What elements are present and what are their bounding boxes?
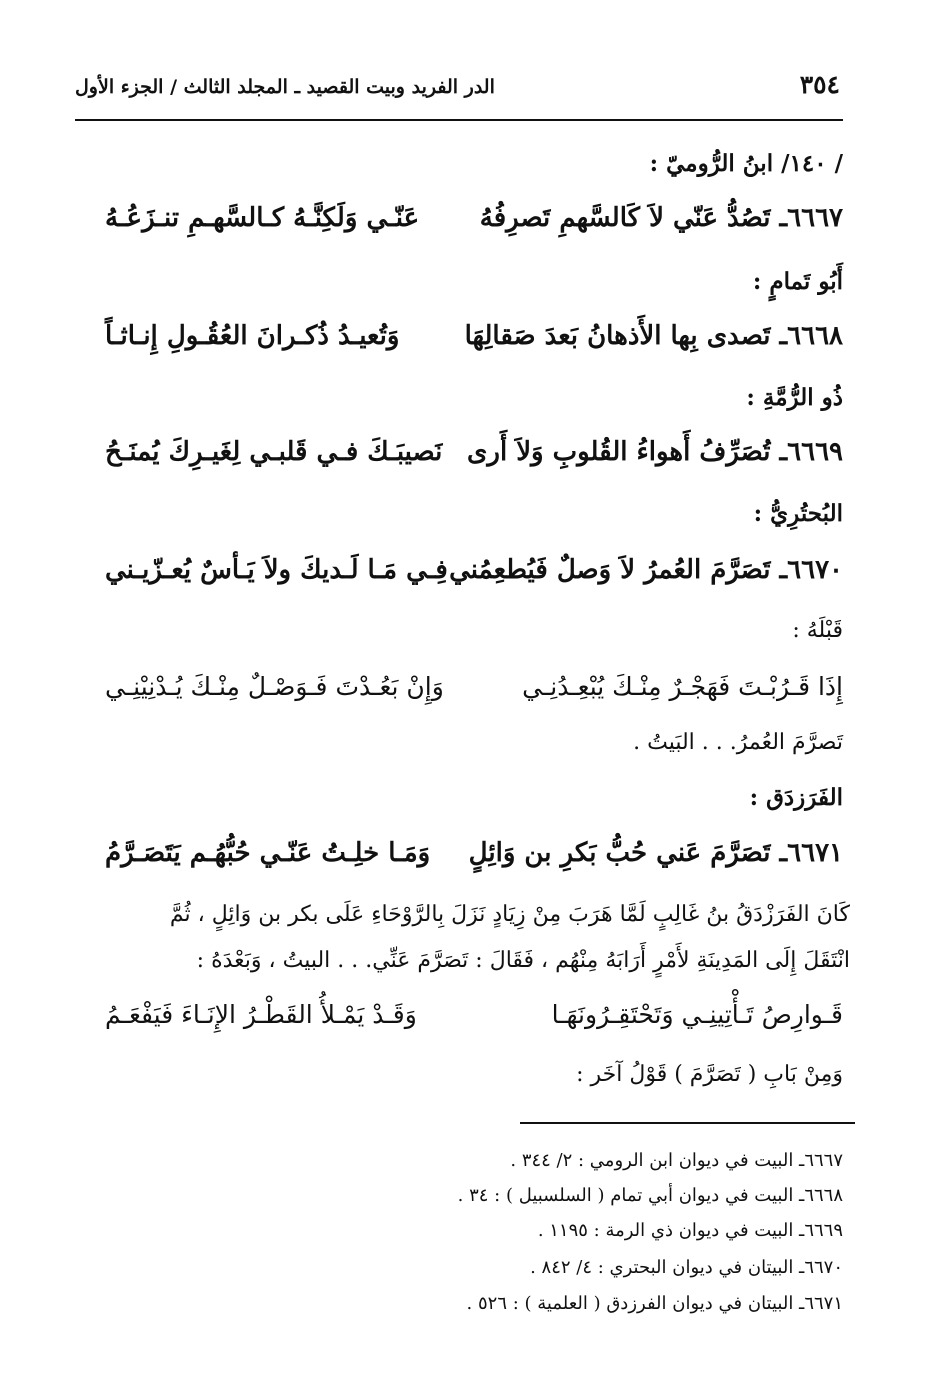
poet-name: البُحتُرِيُّ : xyxy=(753,500,843,527)
footnote: ٦٦٧١ـ البيتان في ديوان الفرزدق ( العلمية ) : ٥٢٦ . xyxy=(466,1293,843,1314)
verse-second-hemistich: وَمَـا خلِـتُ عَنّـي حُبُّهُـم يَتَصَـرَّمُ xyxy=(105,838,431,868)
verse-second-hemistich: وَتُعيـدُ ذُكـرانَ العُقُـولِ إِنـاثـاً xyxy=(105,321,400,351)
verse-6671 xyxy=(105,838,843,878)
footnote: ٦٦٦٨ـ البيت في ديوان أبي تمام ( السلسبيل ) : ٣٤ . xyxy=(457,1185,843,1206)
preceding-note: قَبْلَهُ : xyxy=(792,618,843,643)
verse-first-hemistich: ٦٦٦٧ـ تَصُدُّ عَنّي لاَ كَالسَّهمِ تَصرِفُهُ xyxy=(479,203,843,233)
prose-paragraph-line: انْتَقَلَ إِلَى المَدِينَةِ لأَمْرٍ أَرَابَهُ مِنْهُم ، فَقَالَ : تَصَرَّمَ عَنِّي. . . البيتُ ، وَبَعْدَهُ : xyxy=(196,948,850,973)
verse-6667 xyxy=(105,203,843,243)
running-title: الدر الفريد وبيت القصيد ـ المجلد الثالث / الجزء الأول xyxy=(75,76,495,98)
footnote: ٦٦٦٩ـ البيت في ديوان ذي الرمة : ١١٩٥ . xyxy=(537,1220,843,1241)
quoted-verse xyxy=(105,672,843,712)
verse-first-hemistich: إِذَا قَـرُبْـتَ فَهَجْـرٌ مِنْـكَ يُبْعِـدُنِـي xyxy=(522,672,843,701)
verse-second-hemistich: وَقَـدْ يَمْـلأُ القَطْـرُ الإِنَـاءَ فَيَفْعَـمُ xyxy=(105,1000,417,1029)
verse-first-hemistich: ٦٦٧٠ـ تَصَرَّمَ العُمرُ لاَ وَصلٌ فَيُطعِمُني xyxy=(449,555,843,585)
footnote: ٦٦٧٠ـ البيتان في ديوان البحتري : ٤/ ٨٤٢ . xyxy=(530,1257,843,1278)
verse-6668 xyxy=(105,321,843,361)
verse-second-hemistich: نَصيبَـكَ فـي قَلبـي لِغَيـرِكَ يُمنَـحُ xyxy=(105,437,443,467)
verse-second-hemistich: عَنّـي وَلَكِنَّـهُ كـالسَّهـمِ تنـزَعُـهُ xyxy=(105,203,420,233)
page-header xyxy=(75,70,840,106)
section-label: / ١٤٠/ ابنُ الرُّوميّ : xyxy=(649,150,843,177)
closing-line: وَمِنْ بَابِ ( تَصَرَّمَ ) قَوْلُ آخَر : xyxy=(576,1062,843,1087)
verse-second-hemistich: وَإِنْ بَعُـدْتَ فَـوَصْـلٌ مِنْـكَ يُـدْنِيْنِـي xyxy=(105,672,444,701)
verse-reference: تَصرَّمَ العُمرُ. . . البَيتُ . xyxy=(633,730,843,755)
verse-first-hemistich: ٦٦٧١ـ تَصَرَّمَ عَني حُبُّ بَكرِ بن وَائِلٍ xyxy=(468,838,843,868)
header-divider xyxy=(75,119,843,121)
footnote: ٦٦٦٧ـ البيت في ديوان ابن الرومي : ٢/ ٣٤٤ . xyxy=(510,1150,843,1171)
verse-second-hemistich: فِـي مَـا لَـديكَ ولاَ يَـأسٌ يُعـزّيـني xyxy=(105,555,448,585)
poet-name: ذُو الرُّمَّةِ : xyxy=(746,384,843,411)
poet-name: أَبُو تَمامٍ : xyxy=(752,268,843,295)
poet-name: الفَرَزدَق : xyxy=(749,784,843,811)
verse-first-hemistich: قَـوارِصُ تَـأْتِينِـي وَتَحْتَقِـرُونَهَـا xyxy=(551,1000,843,1029)
prose-paragraph-line: كَانَ الفَرَزْدَقُ بنُ غَالِبٍ لَمَّا هَرَبَ مِنْ زِيَادٍ نَزَلَ بِالرَّوْحَاءِ عَلَى بكر بن وَائِلٍ ، ثُمَّ xyxy=(169,902,850,927)
verse-first-hemistich: ٦٦٦٨ـ تَصدى بِها الأَذهانُ بَعدَ صَقالِهَا xyxy=(464,321,843,351)
verse-6669 xyxy=(105,437,843,477)
page-number: ٣٥٤ xyxy=(799,70,840,99)
footnote-divider xyxy=(520,1122,855,1124)
verse-first-hemistich: ٦٦٦٩ـ تُصَرِّفُ أَهواءُ القُلوبِ وَلاَ أَرى xyxy=(467,437,843,467)
verse-6670 xyxy=(105,555,843,595)
quoted-verse xyxy=(105,1000,843,1040)
